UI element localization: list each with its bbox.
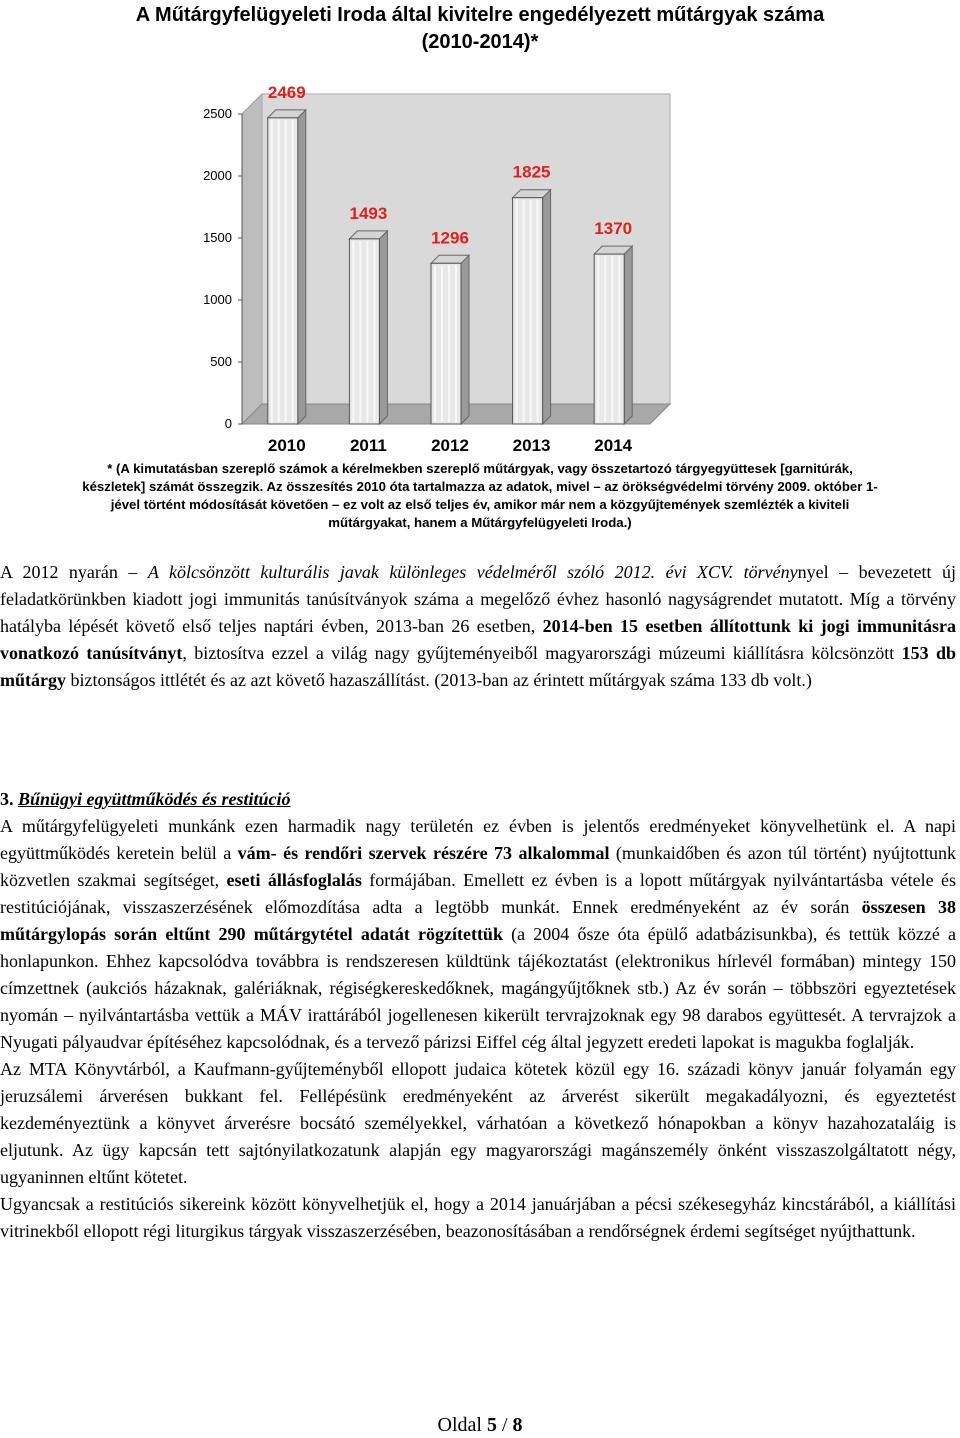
bar-2013 (513, 190, 551, 424)
chart-footnote (0, 460, 960, 532)
y-tick-label: 2000 (203, 168, 232, 183)
law-title: A kölcsönzött kulturális javak különleges védelméről szóló 2012. évi XCV. törvény (147, 562, 798, 582)
paragraph-cooperation (0, 813, 956, 1056)
x-tick-label: 2012 (431, 436, 469, 455)
chart-title (0, 2, 960, 56)
section-title: Bűnügyi együttműködés és restitúció (18, 789, 291, 809)
x-tick-label: 2013 (512, 436, 551, 455)
footnote-line1: * (A kimutatásban szereplő számok a kérelmekben szereplő műtárgyak, vagy összetartozó tárgyegyüttesek [garnitúrák, (107, 461, 853, 476)
x-axis (268, 436, 633, 455)
section-restitution (0, 786, 956, 1245)
para2-s7: (a 2004 ősze óta épülő adatbázisunkba), és tettük közzé a honlapunkon. Ehhez kapcsolódva továbbra is rendszeresen küldtünk tájékoztatást (elektronikus hírlevél formában) mintegy 150 címzettnek (aukciós házaknak, galériáknak, régiségkereskedőknek, magángyűjtőknek stb.) Az év során – többszöri egyeztetések nyomán – nyilvántartásba vettük a MÁV irattárából jogellenesen kikerült tervrajzoknak egy 98 darabos együttesét. A tervrajzok a Nyugati pályaudvar építéséhez kapcsolódnak, és a tervező párizsi Eiffel cég által jegyzett eredeti lapokat is magukba foglalják. (0, 924, 957, 1052)
para2-s3: (munkaidőben és azon túl történt) nyújtottunk közvetlen szakmai segítséget, (0, 843, 956, 890)
section-heading (0, 786, 956, 813)
data-label: 1825 (512, 162, 551, 182)
bar-side (461, 255, 469, 424)
para1-s7: biztonságos ittlétét és az azt követő hazaszállítást. (2013-ban az érintett műtárgyak száma 133 db volt.) (66, 670, 812, 690)
para2-bold1: vám- és rendőri szervek részére 73 alkalommal (237, 843, 610, 863)
footer-total-pages: 8 (512, 1414, 523, 1436)
para1-s5: , biztosítva ezzel a világ nagy gyűjteményeiből magyarországi múzeumi kiállításra kölcsönzött (182, 643, 902, 663)
chart-title-line1: A Műtárgyfelügyeleti Iroda által kivitelre engedélyezett műtárgyak száma (135, 4, 825, 26)
bar-chart (190, 52, 710, 457)
x-tick-label: 2014 (594, 436, 633, 455)
footnote-line2: készletek] számát összegzik. Az összesítés 2010 óta tartalmazza az adatok, mivel – az örökségvédelmi törvény 2009. október 1- (82, 479, 878, 494)
para1-highlight: 2014-ben 15 esetben állítottunk ki jogi immunitásra vonatkozó tanúsítványt (0, 616, 956, 663)
para2-bold2: eseti állásfoglalás (226, 870, 362, 890)
y-tick-label: 2500 (203, 106, 232, 121)
para1-s1: A 2012 nyarán – (0, 562, 148, 582)
bar-2012 (431, 255, 469, 424)
para2-s5: formájában. Emellett ez évben is a lopott műtárgyak nyilvántartásba vétele és restitúciójának, visszaszerzésének előmozdítása adta a legtöbb munkát. Ennek eredményeként az év során (0, 870, 956, 917)
paragraph-immunity (0, 559, 956, 694)
paragraph-mta-library: Az MTA Könyvtárból, a Kaufmann-gyűjteményből ellopott judaica kötetek közül egy 16. századi könyv január folyamán egy jeruzsálemi árverésen bukkant fel. Fellépésünk eredményeként az árverést sikerült megakadályozni, és egyeztetést kezdeményeztünk a könyvet árverésre bocsátó személyekkel, várhatóan a következő hónapokban a könyv hazahozataláig is eljutunk. Az ügy kapcsán tett sajtónyilatkozatunk alapján egy magyarországi magánszemély önként visszaszolgáltatott négy, ugyaninnen eltűnt kötetet. (0, 1059, 956, 1187)
bar-side (379, 231, 387, 424)
y-tick-label: 1500 (203, 230, 232, 245)
side-wall (242, 94, 262, 424)
bar-2010 (268, 110, 306, 424)
page-footer (0, 1414, 960, 1437)
para2-s1: A műtárgyfelügyeleti munkánk ezen harmadik nagy területén ez évben is jelentős eredményeket könyvelhetünk el. A napi együttműködés keretein belül a (0, 816, 956, 863)
data-label: 2469 (267, 82, 306, 102)
y-axis (203, 106, 242, 431)
footer-prefix: Oldal (437, 1414, 487, 1436)
data-label: 1296 (431, 228, 469, 248)
y-tick-label: 1000 (203, 292, 232, 307)
bar-side (624, 246, 632, 424)
paragraph-pecs: Ugyancsak a restitúciós sikereink között könyvelhetjük el, hogy a 2014 januárjában a pécsi székesegyház kincstárából, a kiállítási vitrinekből ellopott régi liturgikus tárgyak visszaszerzésében, beazonosításában a rendőrségnek érdemi segítséget nyújthattunk. (0, 1194, 956, 1241)
bar-side (298, 110, 306, 424)
bar-2011 (349, 231, 387, 424)
section-number: 3. (0, 789, 18, 809)
footer-page-number: 5 (486, 1414, 497, 1436)
para1-count: 153 db műtárgy (0, 643, 957, 690)
data-label: 1370 (594, 219, 633, 239)
bar-2014 (594, 246, 632, 424)
footer-separator: / (496, 1414, 513, 1436)
bar-side (543, 190, 551, 424)
footnote-line4: műtárgyakat, hanem a Műtárgyfelügyeleti Iroda.) (328, 515, 632, 530)
para2-bold3: összesen 38 műtárgylopás során eltűnt 290 műtárgytétel adatát rögzítettük (0, 897, 956, 944)
chart-title-line2: (2010-2014)* (421, 31, 539, 53)
x-tick-label: 2011 (349, 436, 387, 455)
y-tick-label: 0 (224, 416, 232, 431)
x-tick-label: 2010 (267, 436, 306, 455)
y-tick-label: 500 (210, 354, 232, 369)
para1-s3: nyel – bevezetett új feladatkörünkben kiadott jogi immunitás tanúsítványok száma a megelőző évhez hasonló nagyságrendet mutatott. Míg a törvény hatályba lépését követő első teljes naptári évben, 2013-ban 26 esetben, (0, 562, 956, 636)
data-label: 1493 (349, 203, 388, 223)
footnote-line3: jével történt módosítását követően – ez volt az első teljes év, amikor már nem a közgyűjtemények szemlézték a kiviteli (110, 497, 850, 512)
